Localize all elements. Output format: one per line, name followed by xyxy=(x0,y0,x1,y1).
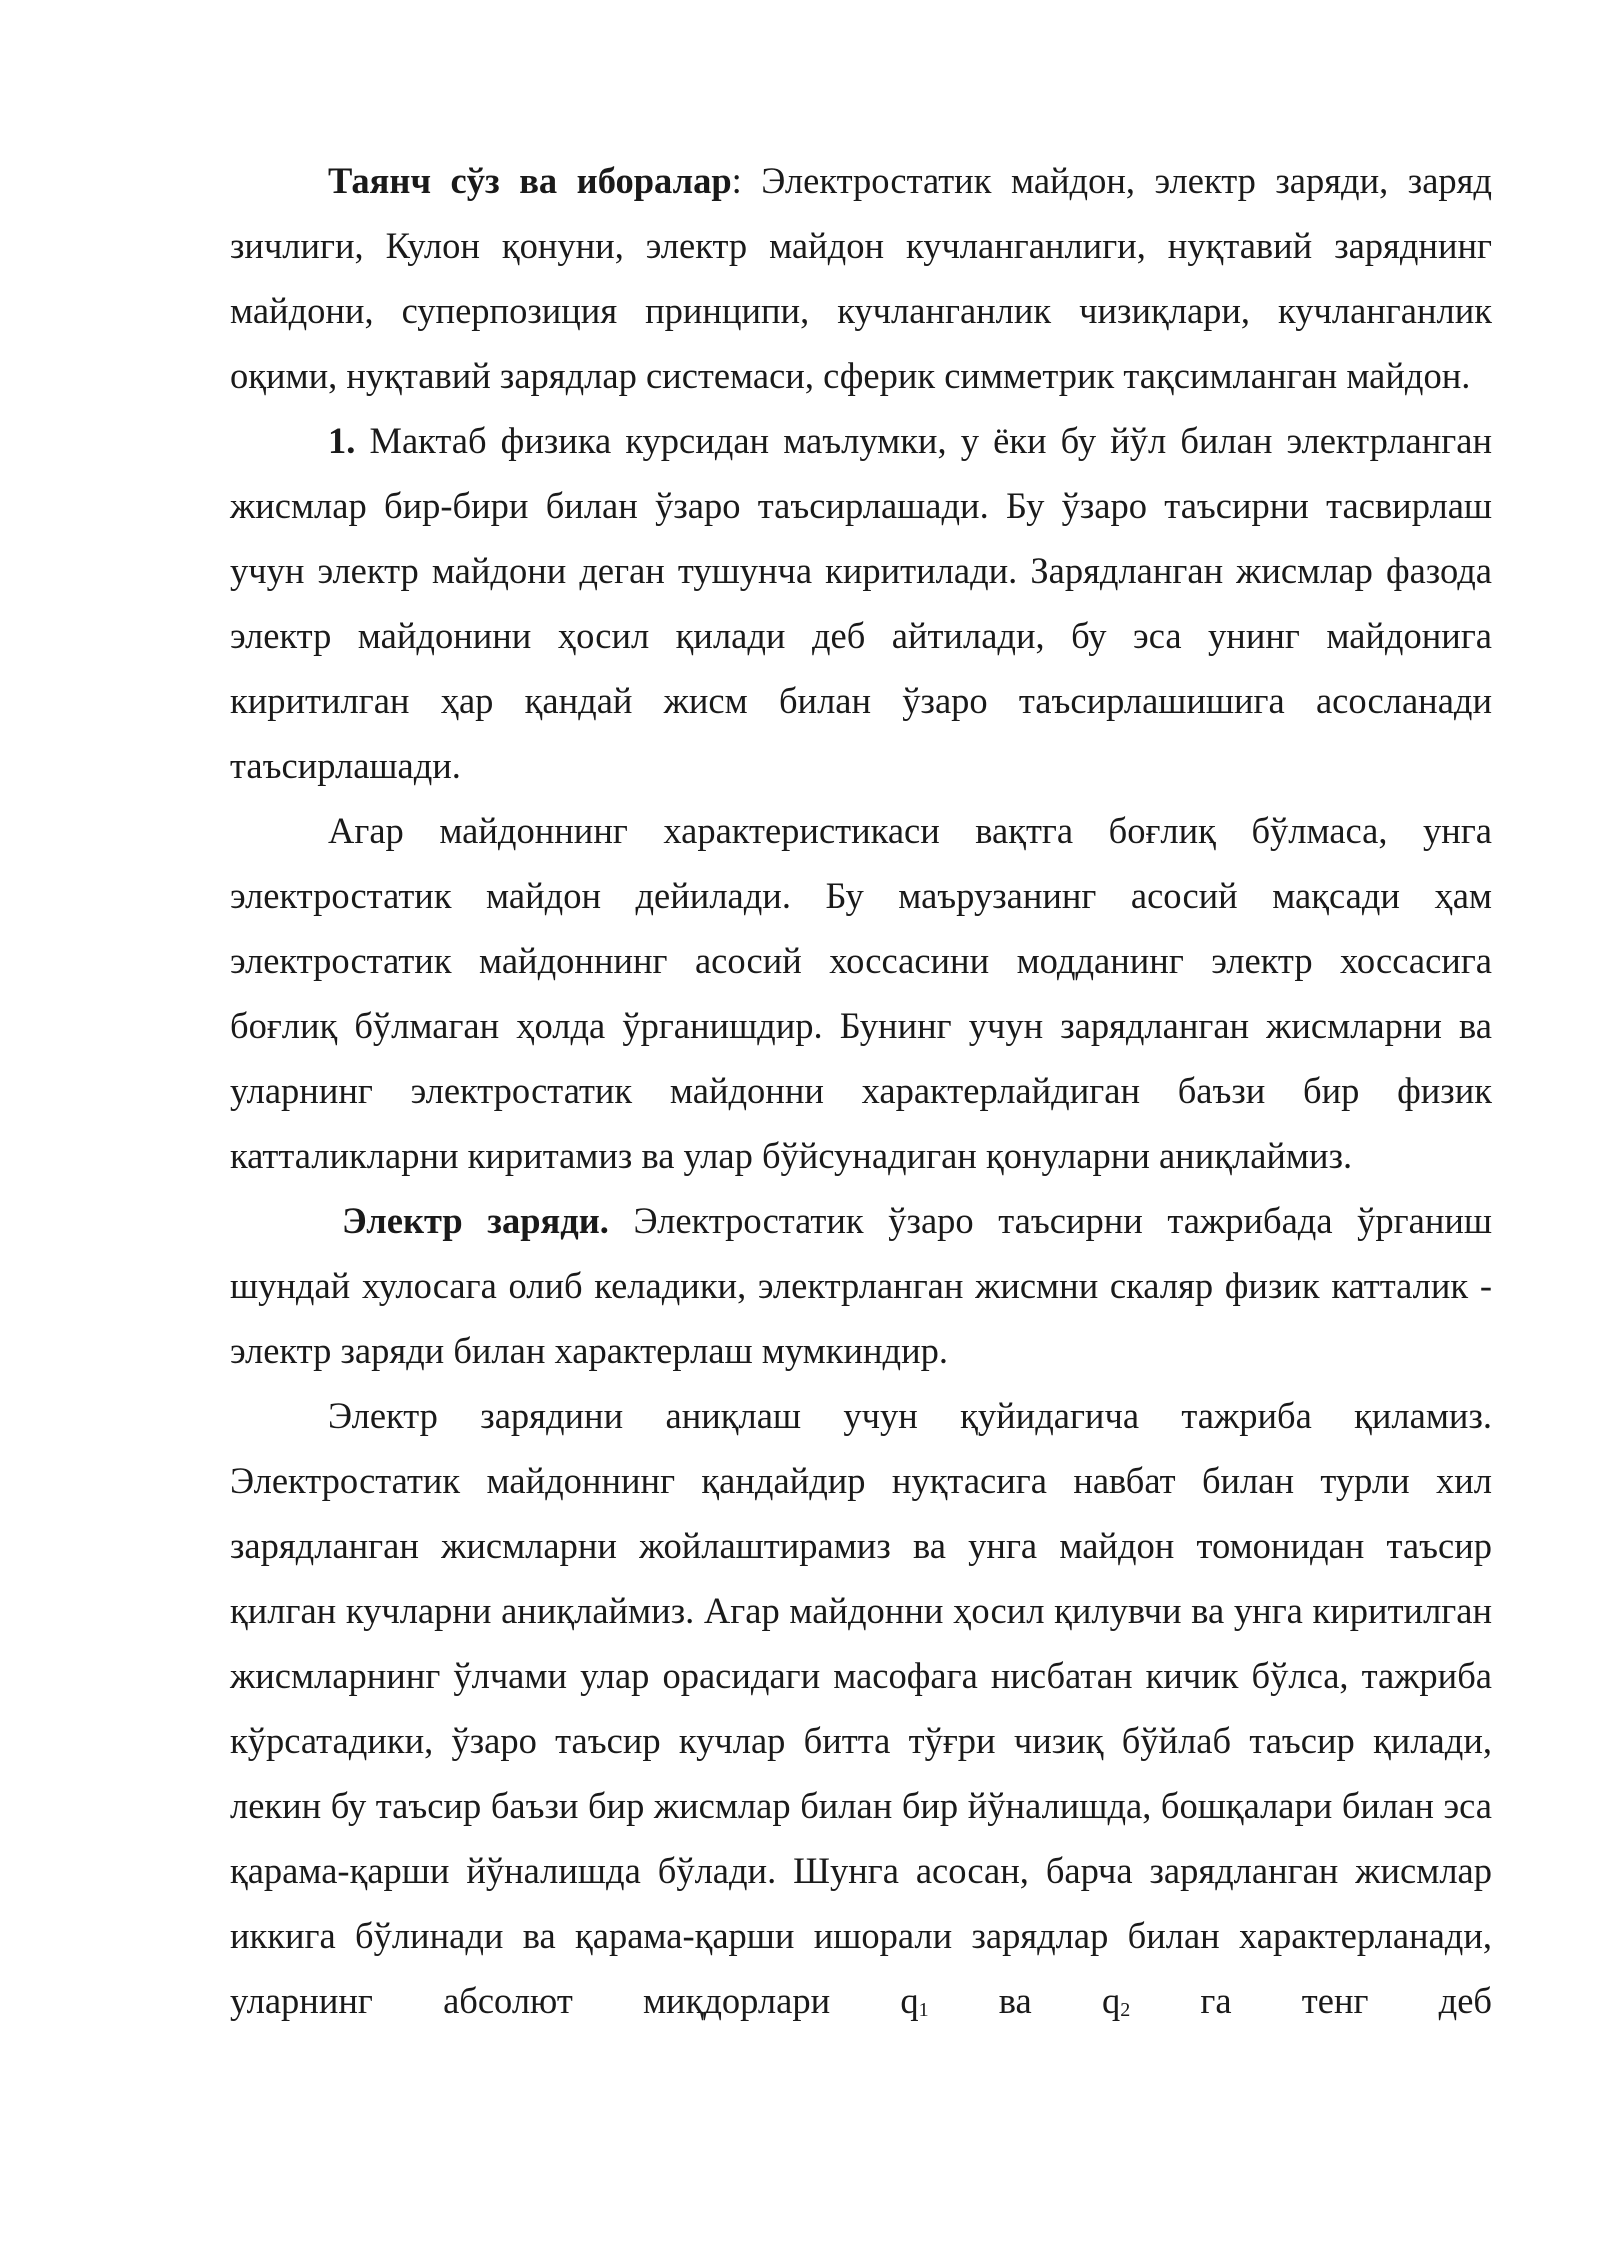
paragraph-4 xyxy=(230,1383,1492,2033)
paragraph-1-text: Мактаб физика курсидан маълумки, у ёки бу йўл билан электрланган жисмлар бир-бири билан ўзаро таъсирлашади. Бу ўзаро таъсирни тасвирлаш учун электр майдони деган тушунча киритилади. Зарядланган жисмлар фазода электр майдонини ҳосил қилади деб айтилади, бу эса унинг майдонига киритилган ҳар қандай жисм билан ўзаро таъсирлашишига асосланади таъсирлашади. xyxy=(230,420,1492,786)
paragraph-2 xyxy=(230,798,1492,1188)
paragraph-4-text-before: Электр зарядини аниқлаш учун қуйидагича тажриба қиламиз. Электростатик майдоннинг қандайдир нуқтасига навбат билан турли хил зарядланган жисмларни жойлаштирамиз ва унга майдон томонидан таъсир қилган кучларни аниқлаймиз. Агар майдонни ҳосил қилувчи ва унга киритилган жисмларнинг ўлчами улар орасидаги масофага нисбатан кичик бўлса, тажриба кўрсатадики, ўзаро таъсир кучлар битта тўғри чизиқ бўйлаб таъсир қилади, лекин бу таъсир баъзи бир жисмлар билан бир йўналишда, бошқалари билан эса қарама-қарши йўналишда бўлади. Шунга асосан, барча зарядланган жисмлар иккига бўлинади ва қарама-қарши ишорали зарядлар билан характерланади, уларнинг абсолют миқдорлари xyxy=(230,1395,1492,2021)
paragraph-2-text: Агар майдоннинг характеристикаси вақтга боғлиқ бўлмаса, унга электростатик майдон дейилади. Бу маърузанинг асосий мақсади ҳам электростатик майдоннинг асосий хоссасини модданинг электр хоссасига боғлиқ бўлмаган ҳолда ўрганишдир. Бунинг учун зарядланган жисмларни ва уларнинг электростатик майдонни характерлайдиган баъзи бир физик катталикларни киритамиз ва улар бўйсунадиган қонуларни аниқлаймиз. xyxy=(230,810,1492,1176)
paragraph-4-conjunction: ва xyxy=(928,1980,1102,2021)
paragraph-4-text-after: га тенг деб xyxy=(1130,1980,1492,2021)
paragraph-3-text: Электростатик ўзаро таъсирни тажрибада ўрганиш шундай хулосага олиб келадики, электрланган жисмни скаляр физик катталик - электр заряди билан характерлаш мумкиндир. xyxy=(230,1200,1493,1371)
keywords-label: Таянч сўз ва иборалар xyxy=(328,160,732,201)
keywords-separator: : xyxy=(731,160,742,201)
q1-index: 1 xyxy=(918,1999,929,2021)
q2-index: 2 xyxy=(1120,1999,1131,2021)
q2-symbol: q xyxy=(1101,1980,1121,2021)
keywords-text: Электростатик майдон, электр заряди, заряд зичлиги, Кулон қонуни, электр майдон кучланганлиги, нуқтавий заряднинг майдони, суперпозиция принципи, кучланганлик чизиқлари, кучланганлик оқими, нуқтавий зарядлар системаси, сферик симметрик тақсимланган майдон. xyxy=(230,160,1493,396)
electric-charge-heading: Электр заряди. xyxy=(342,1200,609,1241)
q1-symbol: q xyxy=(900,1980,919,2021)
document-page xyxy=(230,148,1492,2033)
paragraph-1-number: 1. xyxy=(328,420,356,461)
keywords-paragraph xyxy=(230,148,1492,408)
paragraph-3 xyxy=(230,1188,1492,1383)
paragraph-1 xyxy=(230,408,1492,798)
